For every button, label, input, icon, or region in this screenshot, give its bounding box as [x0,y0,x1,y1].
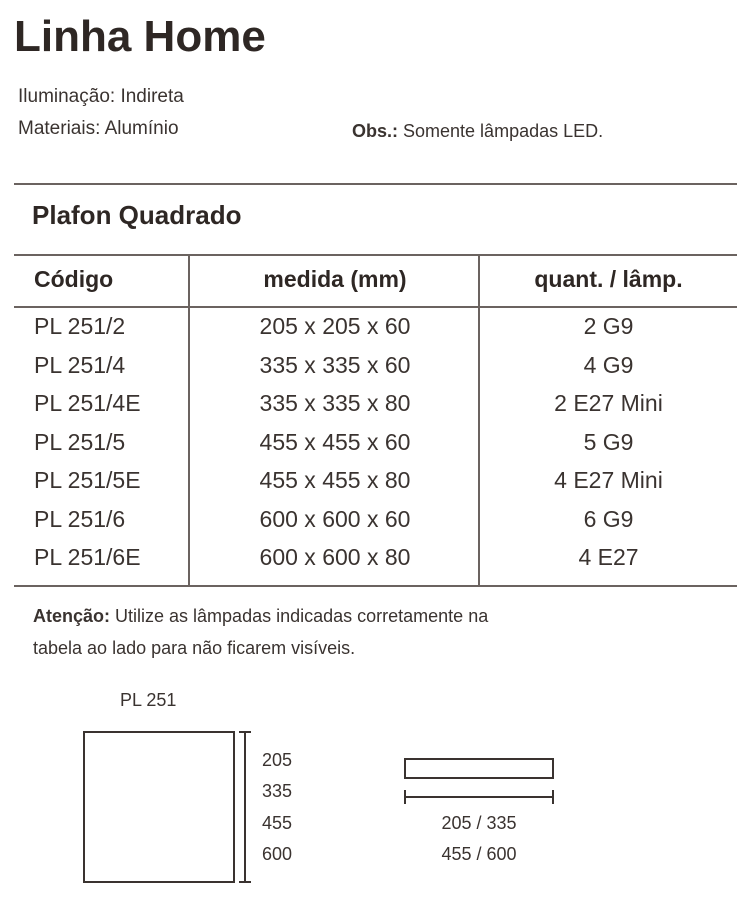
cell-size: 205 x 205 x 60 [259,313,411,339]
fixture-side-view [405,759,553,778]
cell-lamps: 4 E27 [578,544,639,570]
cell-lamps: 4 G9 [583,352,634,378]
cell-code: PL 251/4E [34,390,141,416]
materials-text: Materiais: Alumínio [18,118,179,139]
width-sizes-line-2: 455 / 600 [441,844,517,864]
cell-lamps: 2 G9 [583,313,634,339]
cell-size: 335 x 335 x 60 [259,352,411,378]
obs-label: Obs.: [352,121,399,141]
cell-code: PL 251/5E [34,467,141,493]
page-title: Linha Home [14,12,266,61]
cell-lamps: 4 E27 Mini [554,467,663,493]
technical-drawing [0,720,737,901]
side-size-335: 335 [262,781,293,801]
table-column-divider [188,256,190,586]
column-header-size: medida (mm) [263,266,407,292]
cell-code: PL 251/6 [34,506,126,532]
cell-size: 335 x 335 x 80 [259,390,411,416]
cell-size: 600 x 600 x 80 [259,544,411,570]
width-sizes-line-1: 205 / 335 [441,813,517,833]
cell-size: 600 x 600 x 60 [259,506,411,532]
attention-text-1: Utilize as lâmpadas indicadas corretamente na [110,606,489,626]
table-header-rule [14,306,737,308]
cell-lamps: 2 E27 Mini [554,390,663,416]
obs-note [352,121,603,142]
section-title: Plafon Quadrado [32,200,242,230]
cell-code: PL 251/4 [34,352,126,378]
fixture-top-view [84,732,234,882]
attention-line-1 [33,606,488,627]
cell-lamps: 5 G9 [583,429,634,455]
cell-code: PL 251/5 [34,429,126,455]
cell-code: PL 251/2 [34,313,126,339]
cell-code: PL 251/6E [34,544,141,570]
model-label: PL 251 [120,690,177,710]
cell-size: 455 x 455 x 60 [259,429,411,455]
side-size-600: 600 [262,844,293,864]
cell-lamps: 6 G9 [583,506,634,532]
top-divider [14,183,737,185]
table-bottom-rule [14,585,737,587]
attention-label: Atenção: [33,606,111,626]
illumination-text: Iluminação: Indireta [18,86,184,107]
table-column-divider [478,256,480,586]
table-top-rule [14,254,737,256]
column-header-code: Código [34,266,114,292]
cell-size: 455 x 455 x 80 [259,467,411,493]
attention-line-2: tabela ao lado para não ficarem visíveis. [33,638,356,658]
side-size-205: 205 [262,750,293,770]
side-size-455: 455 [262,813,293,833]
obs-text: Somente lâmpadas LED. [398,121,604,141]
column-header-lamps: quant. / lâmp. [534,266,683,292]
